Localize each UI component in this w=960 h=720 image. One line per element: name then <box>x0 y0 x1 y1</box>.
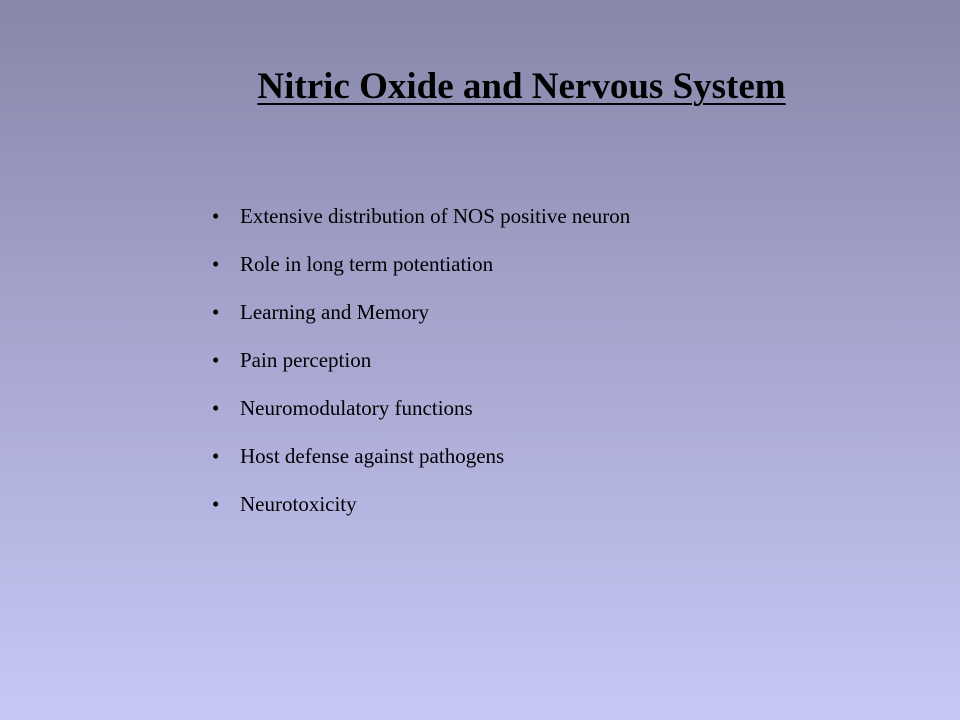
bullet-text: Neuromodulatory functions <box>240 396 473 420</box>
slide-title-text: Nitric Oxide and Nervous System <box>257 66 786 107</box>
bullet-text: Extensive distribution of NOS positive neuron <box>240 204 631 228</box>
bullet-list <box>212 199 630 535</box>
bullet-item <box>212 247 630 295</box>
bullet-text: Host defense against pathogens <box>240 444 505 468</box>
bullet-dot-icon: • <box>212 348 220 372</box>
bullet-dot-icon: • <box>212 492 220 516</box>
bullet-text: Learning and Memory <box>240 300 429 324</box>
bullet-dot-icon: • <box>212 444 220 468</box>
bullet-text: Role in long term potentiation <box>240 252 494 276</box>
bullet-dot-icon: • <box>212 300 220 324</box>
bullet-item <box>212 199 630 247</box>
bullet-text: Pain perception <box>240 348 372 372</box>
bullet-item <box>212 295 630 343</box>
bullet-item <box>212 343 630 391</box>
slide-title <box>0 62 960 112</box>
bullet-text: Neurotoxicity <box>240 492 357 516</box>
bullet-dot-icon: • <box>212 252 220 276</box>
bullet-item <box>212 439 630 487</box>
bullet-dot-icon: • <box>212 396 220 420</box>
bullet-item <box>212 487 630 535</box>
bullet-dot-icon: • <box>212 204 220 228</box>
bullet-item <box>212 391 630 439</box>
